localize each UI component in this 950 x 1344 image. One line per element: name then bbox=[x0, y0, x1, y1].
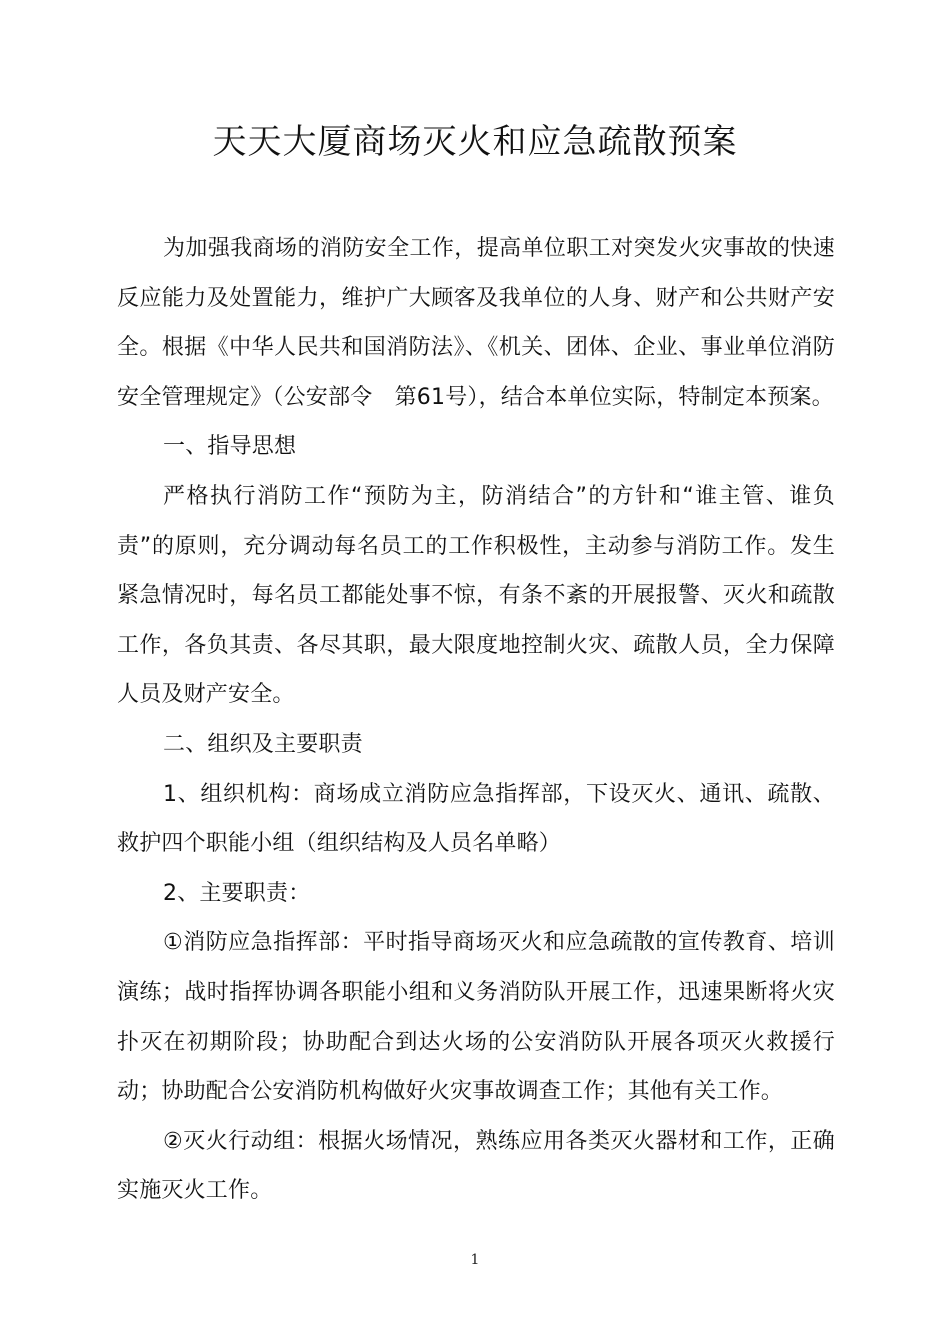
section-heading-guiding-principle: 一、指导思想 bbox=[163, 434, 297, 460]
page-number: 1 bbox=[470, 1252, 480, 1268]
paragraph-command-duties: ①消防应急指挥部：平时指导商场灭火和应急疏散的宣传教育、培训演练；战时指挥协调各职能小组和义务消防队开展工作，迅速果断将火灾扑灭在初期阶段；协助配合到达火场的公安消防队开展各项灭火救援行动；协助配合公安消防机构做好火灾事故调查工作；其他有关工作。 bbox=[117, 930, 835, 1105]
paragraph-organization-structure: 1、组织机构：商场成立消防应急指挥部，下设灭火、通讯、疏散、救护四个职能小组（组织结构及人员名单略） bbox=[117, 781, 835, 857]
paragraph-guiding-principle: 严格执行消防工作“预防为主，防消结合”的方针和“谁主管、谁负责”的原则，充分调动每名员工的工作积极性，主动参与消防工作。发生紧急情况时，每名员工都能处事不惊，有条不紊的开展报警、灭火和疏散工作，各负其责、各尽其职，最大限度地控制火灾、疏散人员，全力保障人员及财产安全。 bbox=[117, 483, 835, 708]
document-title: 天天大厦商场灭火和应急疏散预案 bbox=[212, 122, 738, 162]
paragraph-intro: 为加强我商场的消防安全工作，提高单位职工对突发火灾事故的快速反应能力及处置能力，维护广大顾客及我单位的人身、财产和公共财产安全。根据《中华人民共和国消防法》、《机关、团体、企业、事业单位消防安全管理规定》（公安部令 第61号），结合本单位实际，特制定本预案。 bbox=[117, 236, 835, 410]
paragraph-firefighting-duties: ②灭火行动组：根据火场情况，熟练应用各类灭火器材和工作，正确实施灭火工作。 bbox=[117, 1128, 835, 1204]
subheading-main-duties: 2、主要职责： bbox=[163, 880, 311, 906]
section-heading-organization: 二、组织及主要职责 bbox=[163, 731, 363, 757]
document-body bbox=[117, 224, 835, 1216]
